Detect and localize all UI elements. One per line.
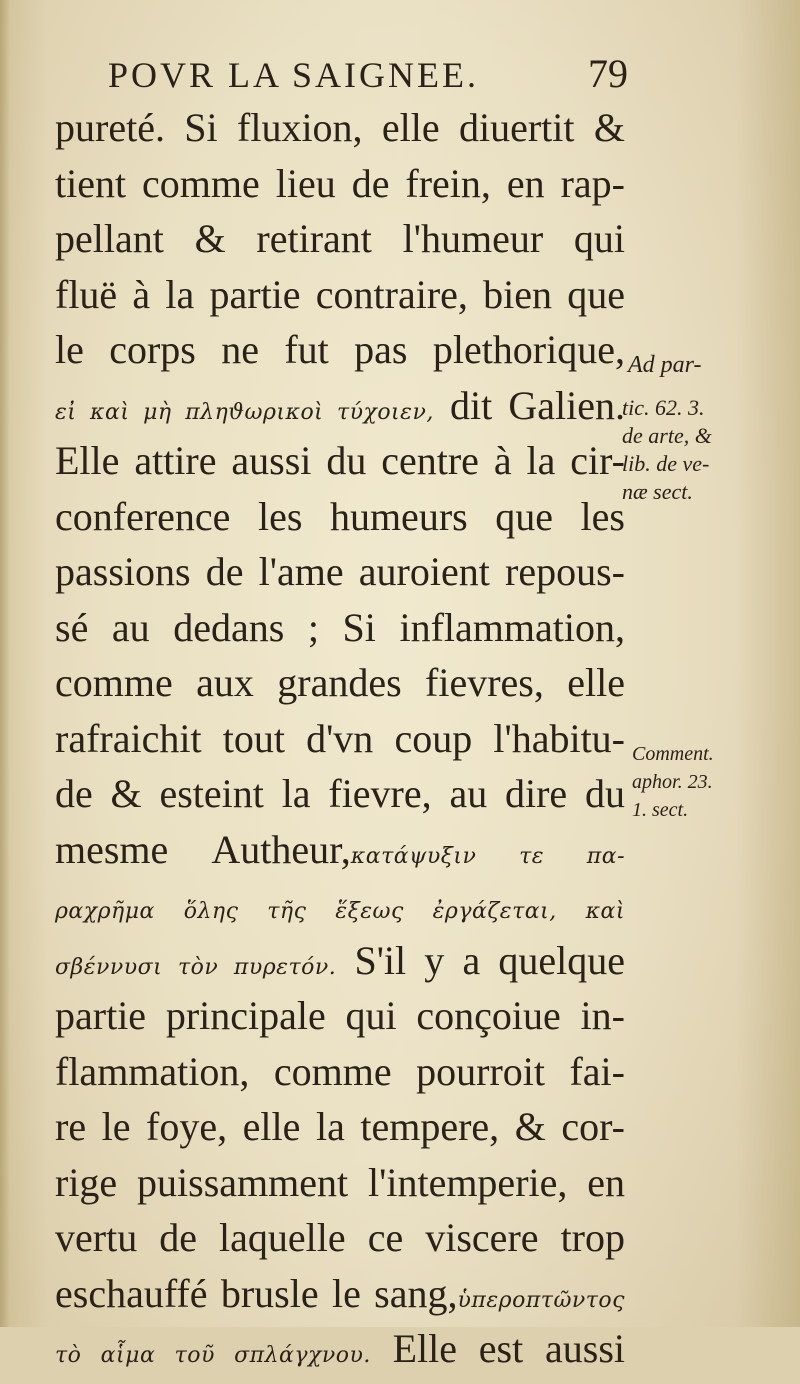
margin-note: tic. 62. 3. de arte, & lib. de ve- næ sect. [622, 395, 712, 504]
latin-text: S'il y a quelque [354, 937, 625, 983]
text-line: fluë à la partie contraire, bien que [55, 271, 625, 317]
greek-quotation: σβέννυσι τὸν πυρετόν. [55, 954, 337, 980]
text-line [55, 378, 625, 434]
text-line: flammation, comme pourroit fai- [55, 1048, 625, 1094]
greek-quotation: κατάψυξιν τε πα- [350, 843, 625, 869]
text-line: partie principale qui conçoiue in- [55, 993, 625, 1038]
text-line [55, 822, 625, 878]
latin-text: mesme Autheur, [55, 826, 351, 872]
running-header [108, 50, 638, 100]
page-number: 79 [588, 51, 628, 96]
greek-quotation: τὸ αἷμα τοῦ σπλάγχνου. [55, 1343, 371, 1368]
margin-note: Ad par- [628, 352, 702, 378]
text-line [55, 1266, 625, 1322]
greek-quotation: ραχρῆμα ὅλης τῆς ἕξεως ἐργάζεται, καὶ [55, 899, 625, 924]
text-line [55, 877, 625, 933]
text-line: comme aux grandes fievres, elle [55, 660, 625, 705]
text-line [55, 933, 625, 989]
text-line: rafraichit tout d'vn coup l'habitu- [55, 715, 625, 761]
text-line: rige puissamment l'intemperie, en [55, 1159, 625, 1205]
text-line: Elle attire aussi du centre à la cir- [55, 438, 625, 483]
greek-quotation: ὑπεροπτῶντος [457, 1287, 625, 1313]
body-text [55, 100, 625, 1377]
running-title: POVR LA SAIGNEE. [108, 55, 480, 95]
text-line: pellant & retirant l'humeur qui [55, 216, 625, 261]
text-line: conference les humeurs que les [55, 493, 625, 539]
text-line: passions de l'ame auroient repous- [55, 549, 625, 594]
text-line: vertu de laquelle ce viscere trop [55, 1215, 625, 1260]
latin-text: Elle est aussi [392, 1326, 625, 1371]
margin-note: Comment. aphor. 23. 1. sect. [632, 743, 714, 821]
text-line: re le foye, elle la tempere, & cor- [55, 1104, 625, 1149]
latin-text: eschauffé brusle le sang, [55, 1270, 458, 1316]
text-line: tient comme lieu de frein, en rap- [55, 160, 625, 206]
latin-text: dit Galien. [450, 382, 625, 428]
text-line: de & esteint la fievre, au dire du [55, 771, 625, 816]
text-line: pureté. Si fluxion, elle diuertit & [55, 105, 625, 150]
greek-quotation: εἰ καὶ μὴ πληϑωρικοὶ τύχοιεν, [55, 399, 434, 425]
text-line: sé au dedans ; Si inflammation, [55, 604, 625, 650]
text-line: le corps ne fut pas plethorique, [55, 327, 625, 372]
text-line [55, 1321, 625, 1377]
